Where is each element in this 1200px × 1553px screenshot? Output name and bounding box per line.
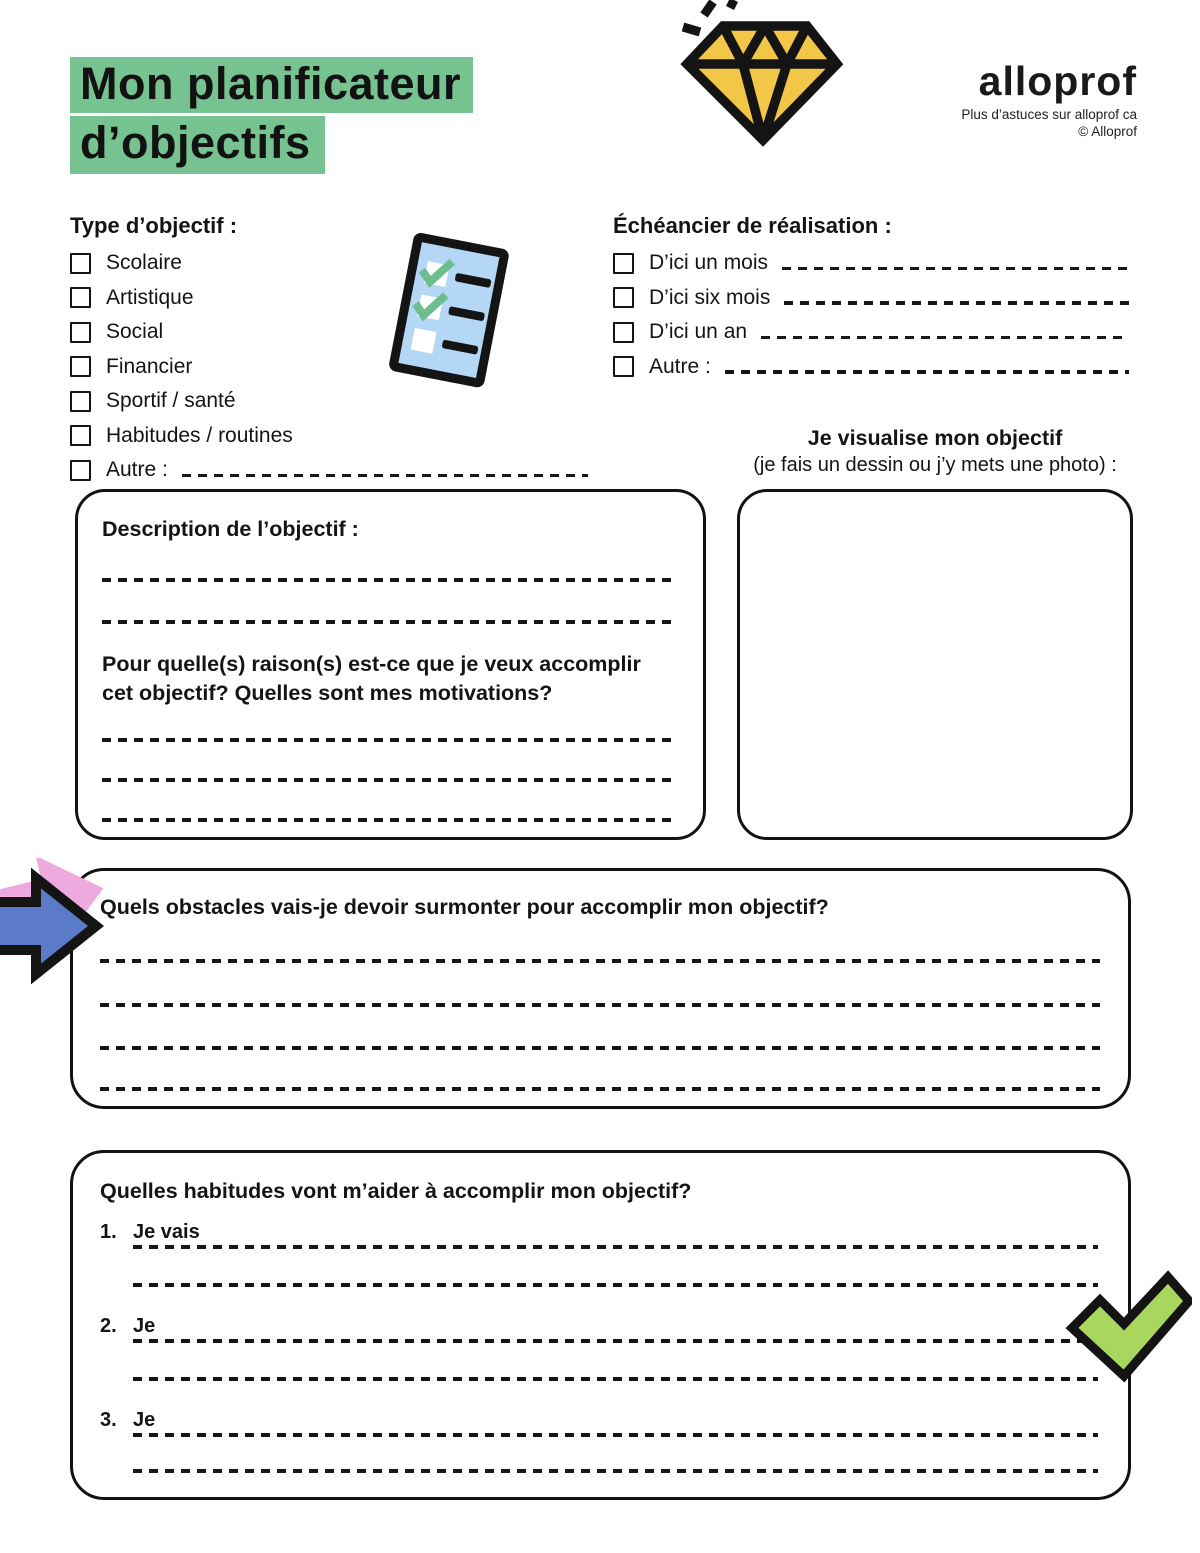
schedule-row-six-mois xyxy=(613,286,1131,310)
write-line xyxy=(102,620,673,624)
schedule-row-un-mois xyxy=(613,251,1131,275)
write-line xyxy=(782,267,1129,271)
goal-type-row-habitudes xyxy=(70,424,590,448)
goal-type-heading: Type d’objectif : xyxy=(70,213,238,238)
write-line xyxy=(784,301,1129,305)
write-line xyxy=(133,1245,1098,1249)
habit-label: Je xyxy=(133,1409,156,1431)
write-line xyxy=(133,1377,1098,1381)
checkbox-label: Financier xyxy=(106,354,193,378)
checkbox-label: D’ici un an xyxy=(649,320,748,343)
write-line xyxy=(102,578,673,582)
write-line xyxy=(100,1087,1100,1091)
page-title-line2: d’objectifs xyxy=(70,116,325,174)
checkbox-label: D’ici six mois xyxy=(649,285,771,309)
checkbox-label: Autre : xyxy=(649,354,711,378)
visualize-drawing-box xyxy=(737,489,1133,840)
write-line xyxy=(100,959,1100,963)
habit-number: 3. xyxy=(100,1409,117,1431)
checkbox[interactable] xyxy=(70,425,91,446)
brand-logo: alloprof xyxy=(978,58,1137,104)
visualize-subtitle: (je fais un dessin ou j’y mets une photo) : xyxy=(753,454,1117,476)
checkbox-label: Habitudes / routines xyxy=(106,423,293,447)
checkbox[interactable] xyxy=(70,287,91,308)
checkbox[interactable] xyxy=(613,287,634,308)
write-line xyxy=(133,1433,1098,1437)
brand-block xyxy=(961,60,1137,139)
schedule-row-autre xyxy=(613,355,1131,379)
description-box xyxy=(75,489,706,840)
diamond-icon xyxy=(645,0,855,152)
schedule-heading: Échéancier de réalisation : xyxy=(613,213,892,238)
habit-label: Je vais xyxy=(133,1221,200,1243)
brand-tagline: Plus d’astuces sur alloprof ca xyxy=(961,107,1137,122)
description-heading: Description de l’objectif : xyxy=(102,517,359,541)
schedule-row-un-an xyxy=(613,320,1131,344)
schedule-section xyxy=(613,213,1131,389)
habit-number: 2. xyxy=(100,1315,117,1337)
visualize-heading xyxy=(725,426,1145,477)
checkbox-label: Artistique xyxy=(106,285,194,309)
checkbox[interactable] xyxy=(70,322,91,343)
write-line xyxy=(133,1283,1098,1287)
arrow-right-icon xyxy=(0,858,124,990)
write-line xyxy=(133,1469,1098,1473)
brand-copyright: © Alloprof xyxy=(1078,124,1137,139)
obstacles-box xyxy=(70,868,1131,1109)
obstacles-question: Quels obstacles vais-je devoir surmonter pour accomplir mon objectif? xyxy=(100,895,829,919)
habits-question: Quelles habitudes vont m’aider à accomplir mon objectif? xyxy=(100,1179,692,1203)
checkbox[interactable] xyxy=(70,460,91,481)
write-line xyxy=(133,1339,1098,1343)
checkmark-icon xyxy=(1062,1270,1192,1390)
checkbox[interactable] xyxy=(613,253,634,274)
checkbox-label: Sportif / santé xyxy=(106,389,236,412)
write-line xyxy=(102,778,673,782)
visualize-title: Je visualise mon objectif xyxy=(807,426,1063,450)
checkbox[interactable] xyxy=(70,356,91,377)
page-title-line1: Mon planificateur xyxy=(70,57,473,113)
checkbox-label: D’ici un mois xyxy=(649,251,769,274)
write-line xyxy=(102,738,673,742)
write-line xyxy=(725,370,1129,374)
motivation-question: Pour quelle(s) raison(s) est-ce que je veux accomplir cet objectif? Quelles sont mes motivations? xyxy=(102,652,641,705)
habits-box xyxy=(70,1150,1131,1500)
checkbox[interactable] xyxy=(613,356,634,377)
page-title xyxy=(70,57,473,174)
checkbox[interactable] xyxy=(70,253,91,274)
write-line xyxy=(102,818,673,822)
checkbox-label: Scolaire xyxy=(106,251,182,274)
checkbox-label: Autre : xyxy=(106,458,168,481)
checklist-icon xyxy=(372,230,524,400)
checkbox-label: Social xyxy=(106,320,164,343)
write-line xyxy=(182,474,588,478)
write-line xyxy=(100,1046,1100,1050)
write-line xyxy=(761,336,1129,340)
write-line xyxy=(100,1003,1100,1007)
habit-number: 1. xyxy=(100,1221,117,1243)
checkbox[interactable] xyxy=(613,322,634,343)
habit-label: Je xyxy=(133,1315,156,1337)
checkbox[interactable] xyxy=(70,391,91,412)
goal-type-row-autre xyxy=(70,458,590,482)
